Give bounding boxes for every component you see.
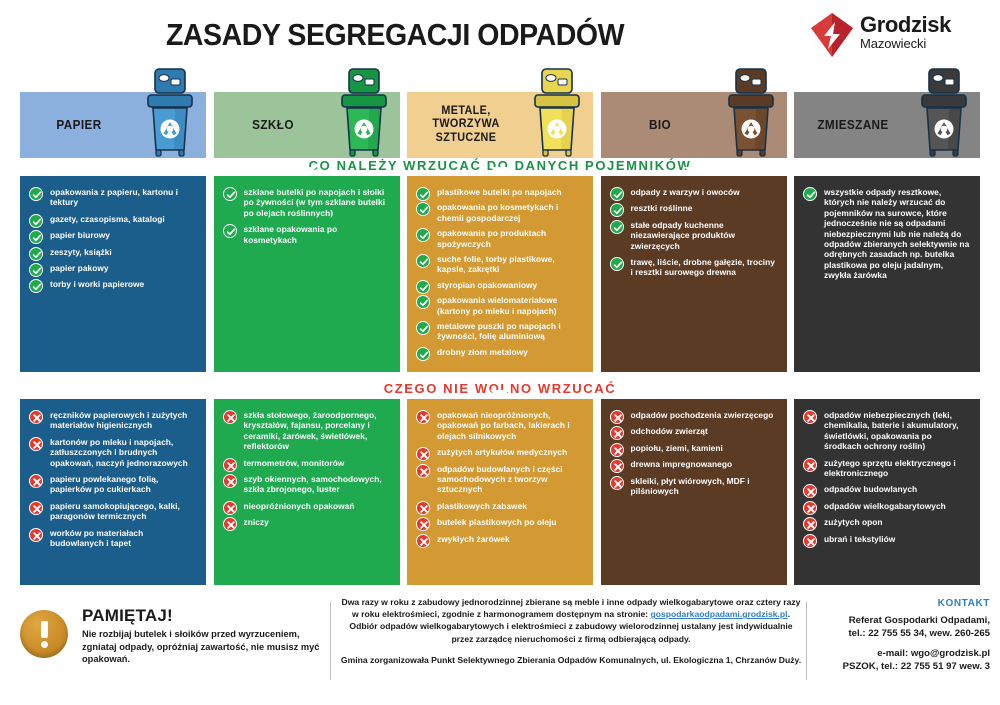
rejected-item-label: termometrów, monitorów bbox=[243, 457, 345, 468]
rejected-item-label: ręczników papierowych i zużytych materiałów higienicznych bbox=[50, 410, 188, 431]
accepted-item-label: plastikowe butelki po napojach bbox=[437, 187, 562, 197]
footer-divider-right bbox=[806, 602, 807, 680]
category-head-band bbox=[20, 92, 206, 158]
rejected-item bbox=[610, 459, 778, 469]
check-circle-icon bbox=[416, 295, 430, 309]
rejected-list bbox=[416, 410, 584, 544]
rejected-list bbox=[610, 410, 778, 496]
cross-circle-icon bbox=[610, 410, 624, 424]
rejected-item bbox=[803, 484, 971, 494]
accepted-item bbox=[29, 263, 197, 273]
accepted-item bbox=[610, 220, 778, 251]
accepted-item bbox=[416, 295, 584, 316]
rejected-item bbox=[416, 410, 584, 441]
footer-note-paragraph bbox=[340, 596, 802, 645]
category-head-band bbox=[214, 92, 400, 158]
rejected-item bbox=[29, 474, 197, 495]
cross-circle-icon bbox=[803, 484, 817, 498]
accepted-item bbox=[416, 280, 584, 290]
rejected-item-label: odpadów pochodzenia zwierzęcego bbox=[630, 410, 774, 420]
rejected-panel-5 bbox=[794, 399, 980, 585]
check-circle-icon bbox=[416, 187, 430, 201]
accepted-item-label: gazety, czasopisma, katalogi bbox=[50, 213, 165, 224]
check-circle-icon bbox=[29, 247, 43, 261]
rejected-item bbox=[803, 410, 971, 452]
rejected-item bbox=[610, 410, 778, 420]
cross-circle-icon bbox=[416, 501, 430, 515]
category-label: BIO bbox=[648, 118, 671, 132]
check-circle-icon bbox=[29, 214, 43, 228]
accepted-item-label: stałe odpady kuchenne niezawierające produktów zwierzęcych bbox=[630, 219, 736, 251]
cross-circle-icon bbox=[803, 534, 817, 548]
accepted-item-label: odpady z warzyw i owoców bbox=[630, 187, 740, 197]
rejected-item-label: nieopróżnionych opakowań bbox=[243, 500, 355, 511]
cross-circle-icon bbox=[803, 410, 817, 424]
rejected-panel-1 bbox=[20, 399, 206, 585]
rejected-item-label: zużytych artykułów medycznych bbox=[437, 447, 568, 458]
rejected-item bbox=[223, 501, 391, 511]
footer-note-text-1: Dwa razy w roku z zabudowy jednorodzinnej zbierane są meble i inne odpady wielkogabarytowe oraz cztery razy w roku elektrośmieci, zgodnie z harmonogramem dostępnym na stronie: bbox=[341, 597, 801, 620]
rejected-item bbox=[223, 517, 391, 527]
panel-arrow bbox=[490, 167, 510, 176]
rejected-list bbox=[223, 410, 391, 528]
logo-subtitle: Mazowiecki bbox=[860, 36, 927, 51]
rejected-item-label: ubrań i tekstyliów bbox=[824, 533, 896, 544]
cross-circle-icon bbox=[610, 459, 624, 473]
cross-circle-icon bbox=[223, 501, 237, 515]
rejected-list bbox=[29, 410, 197, 548]
category-label: PAPIER bbox=[56, 118, 102, 132]
accepted-item bbox=[416, 254, 584, 275]
rejected-item-label: szkła stołowego, żaroodpornego, kryształów, fajansu, porcelany i ceramiki, żarówek, świetlówek, reflektorów bbox=[243, 410, 377, 452]
category-label: ZMIESZANE bbox=[817, 118, 889, 132]
cross-circle-icon bbox=[29, 474, 43, 488]
rejected-item bbox=[610, 443, 778, 453]
logo-wordmark bbox=[860, 13, 951, 51]
check-circle-icon bbox=[29, 279, 43, 293]
panel-arrow bbox=[103, 390, 123, 399]
rejected-item bbox=[416, 534, 584, 544]
accepted-item bbox=[29, 230, 197, 240]
rejected-item-label: szyb okiennych, samochodowych, szkła zbrojonego, luster bbox=[243, 474, 382, 495]
panel-arrow bbox=[877, 390, 897, 399]
panel-arrow bbox=[684, 390, 704, 399]
cross-circle-icon bbox=[803, 517, 817, 531]
accepted-list bbox=[803, 187, 971, 281]
check-circle-icon bbox=[416, 254, 430, 268]
accepted-list bbox=[223, 187, 391, 245]
accepted-item bbox=[610, 187, 778, 197]
cross-circle-icon bbox=[29, 437, 43, 451]
footer-note bbox=[340, 596, 802, 666]
accepted-item bbox=[29, 279, 197, 289]
rejected-item bbox=[416, 501, 584, 511]
grodzisk-logo bbox=[810, 12, 995, 64]
accepted-item-label: zeszyty, książki bbox=[50, 246, 112, 257]
check-circle-icon bbox=[803, 187, 817, 201]
rejected-item bbox=[29, 501, 197, 522]
check-circle-icon bbox=[610, 257, 624, 271]
panel-arrow bbox=[297, 167, 317, 176]
rejected-item-label: zwykłych żarówek bbox=[437, 533, 510, 544]
waste-bin-icon bbox=[142, 64, 198, 160]
check-circle-icon bbox=[610, 187, 624, 201]
cross-circle-icon bbox=[223, 410, 237, 424]
rejected-item-label: butelek plastikowych po oleju bbox=[437, 517, 557, 528]
accepted-item-label: szklane butelki po napojach i słoiki po żywności (w tym szklane butelki po olejach roślinnych) bbox=[243, 187, 386, 218]
check-circle-icon bbox=[29, 230, 43, 244]
rejected-item bbox=[416, 517, 584, 527]
rejected-panel-2 bbox=[214, 399, 400, 585]
waste-bin-icon bbox=[916, 64, 972, 160]
check-circle-icon bbox=[610, 203, 624, 217]
rejected-item-label: worków po materiałach budowlanych i tapet bbox=[50, 527, 144, 549]
panel-arrow bbox=[297, 390, 317, 399]
cross-circle-icon bbox=[416, 410, 430, 424]
contact-spacer bbox=[812, 640, 990, 647]
accepted-list bbox=[610, 187, 778, 278]
accepted-item-label: szklane opakowania po kosmetykach bbox=[243, 224, 338, 245]
accepted-list bbox=[416, 187, 584, 357]
contact-phone: tel.: 22 755 55 34, wew. 260-265 bbox=[848, 628, 990, 639]
panel-arrow bbox=[877, 167, 897, 176]
rejected-item-label: popiołu, ziemi, kamieni bbox=[630, 442, 723, 453]
accepted-item-label: opakowania po produktach spożywczych bbox=[437, 228, 547, 249]
rejected-item-label: zużytego sprzętu elektrycznego i elektronicznego bbox=[824, 457, 956, 479]
rejected-item bbox=[803, 517, 971, 527]
remember-body: Nie rozbijaj butelek i słoików przed wyrzuceniem, zgniataj odpady, opróżniaj zawartość, nie musisz myć opakowań. bbox=[82, 629, 320, 665]
cross-circle-icon bbox=[223, 474, 237, 488]
category-head-band bbox=[407, 92, 593, 158]
accepted-item bbox=[610, 257, 778, 278]
rejected-item-label: zniczy bbox=[243, 517, 269, 528]
rejected-item-label: zużytych opon bbox=[824, 517, 883, 528]
cross-circle-icon bbox=[610, 476, 624, 490]
rejected-item bbox=[610, 476, 778, 497]
contact-pszok: PSZOK, tel.: 22 755 51 97 wew. 3 bbox=[842, 661, 990, 672]
accepted-item bbox=[223, 187, 391, 218]
footer-note-text-2: . Odbiór odpadów wielkogabarytowych i elektrośmieci z zabudowy wielorodzinnej ustalany jest indywidualnie przez zarządcę nieruchomości z firmą odbierającą odpady. bbox=[349, 609, 793, 644]
cross-circle-icon bbox=[29, 501, 43, 515]
cross-circle-icon bbox=[803, 501, 817, 515]
cross-circle-icon bbox=[610, 443, 624, 457]
accepted-panel-4 bbox=[601, 176, 787, 372]
check-circle-icon bbox=[416, 280, 430, 294]
footer-divider-left bbox=[330, 602, 331, 680]
rejected-item bbox=[610, 426, 778, 436]
accepted-item-label: torby i worki papierowe bbox=[50, 279, 145, 290]
check-circle-icon bbox=[416, 347, 430, 361]
rejected-item bbox=[803, 501, 971, 511]
rejected-item-label: odpadów budowlanych bbox=[824, 484, 918, 495]
panel-arrow bbox=[103, 167, 123, 176]
footer-note-pszok: Gmina zorganizowała Punkt Selektywnego Zbierania Odpadów Komunalnych, ul. Ekologiczna 1, Chrzanów Duży. bbox=[340, 654, 802, 665]
check-circle-icon bbox=[416, 202, 430, 216]
accepted-item-label: papier pakowy bbox=[50, 263, 109, 274]
panel-arrow bbox=[490, 390, 510, 399]
accepted-item-label: opakowania wielomateriałowe (kartony po mleku i napojach) bbox=[437, 295, 558, 316]
rejected-item bbox=[416, 447, 584, 457]
rejected-item bbox=[29, 410, 197, 431]
accepted-list bbox=[29, 187, 197, 290]
accepted-item bbox=[416, 347, 584, 357]
rejected-item-label: odchodów zwierząt bbox=[630, 426, 708, 437]
category-header-2 bbox=[214, 92, 400, 158]
accepted-item bbox=[416, 228, 584, 249]
cross-circle-icon bbox=[416, 534, 430, 548]
accepted-item-label: resztki roślinne bbox=[630, 203, 693, 214]
accepted-panel-2 bbox=[214, 176, 400, 372]
check-circle-icon bbox=[29, 263, 43, 277]
page-title: ZASADY SEGREGACJI ODPADÓW bbox=[165, 17, 625, 52]
rejected-item-label: drewna impregnowanego bbox=[630, 459, 733, 470]
rejected-item bbox=[29, 528, 197, 549]
rejected-list bbox=[803, 410, 971, 544]
category-header-1 bbox=[20, 92, 206, 158]
rejected-item-label: skleiki, płyt wiórowych, MDF i pilśniowych bbox=[630, 475, 750, 497]
accepted-item-label: wszystkie odpady resztkowe, których nie należy wrzucać do pojemników na surowce, które jednocześnie nie są odpadami niebezpiecznymi lub nie należą do odpadów zbieranych selektywnie na odrębnych zasadach np. butelka plastikowa po oleju jadalnym, zwykła żarówka bbox=[824, 187, 970, 281]
cross-circle-icon bbox=[803, 458, 817, 472]
check-circle-icon bbox=[610, 220, 624, 234]
rejected-item bbox=[803, 458, 971, 479]
rejected-item bbox=[29, 437, 197, 468]
rejected-item-label: plastikowych zabawek bbox=[437, 500, 527, 511]
page-header bbox=[0, 0, 1000, 70]
check-circle-icon bbox=[223, 224, 237, 238]
exclamation-icon bbox=[20, 610, 68, 658]
cross-circle-icon bbox=[223, 458, 237, 472]
rejected-item bbox=[223, 458, 391, 468]
accepted-panel-1 bbox=[20, 176, 206, 372]
waste-bin-icon bbox=[723, 64, 779, 160]
accepted-item-label: opakowania z papieru, kartonu i tektury bbox=[50, 187, 178, 208]
rejected-item-label: kartonów po mleku i napojach, zatłuszczonych i brudnych opakowań, naczyń jednorazowych bbox=[50, 436, 188, 468]
rejected-item bbox=[223, 474, 391, 495]
cross-circle-icon bbox=[416, 447, 430, 461]
rejected-item-label: opakowań nieopróżnionych, opakowań po farbach, lakierach i olejach silnikowych bbox=[437, 410, 570, 441]
accepted-item bbox=[416, 202, 584, 223]
waste-bin-icon bbox=[529, 64, 585, 160]
cross-circle-icon bbox=[29, 528, 43, 542]
accepted-item bbox=[223, 224, 391, 245]
logo-diamond-icon bbox=[810, 12, 854, 58]
accepted-item-label: metalowe puszki po napojach i żywności, folię aluminiową bbox=[437, 321, 561, 342]
logo-name: Grodzisk bbox=[860, 12, 951, 37]
rejected-panel-4 bbox=[601, 399, 787, 585]
accepted-item bbox=[416, 187, 584, 197]
rejected-item-label: papieru powlekanego folią, papierków po cukierkach bbox=[50, 474, 159, 495]
category-header-3 bbox=[407, 92, 593, 158]
category-header-5 bbox=[794, 92, 980, 158]
accepted-item-label: opakowania po kosmetykach i chemii gospodarczej bbox=[437, 202, 559, 223]
cross-circle-icon bbox=[610, 426, 624, 440]
contact-title: KONTAKT bbox=[937, 598, 990, 609]
category-head-band bbox=[601, 92, 787, 158]
cross-circle-icon bbox=[29, 410, 43, 424]
banner-what-not-to-throw: CZEGO NIE WOLNO WRZUCAĆ bbox=[383, 381, 617, 396]
accepted-item bbox=[610, 203, 778, 213]
check-circle-icon bbox=[223, 187, 237, 201]
waste-bin-icon bbox=[336, 64, 392, 160]
accepted-item bbox=[416, 321, 584, 342]
accepted-item-label: suche folie, torby plastikowe, kapsle, zakrętki bbox=[437, 254, 555, 275]
contact-block bbox=[812, 598, 990, 673]
cross-circle-icon bbox=[416, 464, 430, 478]
remember-title: PAMIĘTAJ! bbox=[82, 606, 173, 625]
category-head-band bbox=[794, 92, 980, 158]
cross-circle-icon bbox=[416, 517, 430, 531]
check-circle-icon bbox=[416, 321, 430, 335]
accepted-item bbox=[29, 214, 197, 224]
category-label: METALE, TWORZYWA SZTUCZNE bbox=[432, 104, 500, 144]
accepted-item-label: styropian opakowaniowy bbox=[437, 279, 538, 290]
accepted-panel-3 bbox=[407, 176, 593, 372]
accepted-panel-5 bbox=[794, 176, 980, 372]
check-circle-icon bbox=[416, 228, 430, 242]
rejected-item bbox=[223, 410, 391, 452]
contact-email: e-mail: wgo@grodzisk.pl bbox=[877, 648, 990, 659]
rejected-item-label: odpadów wielkogabarytowych bbox=[824, 500, 946, 511]
accepted-item bbox=[29, 187, 197, 208]
page-footer bbox=[0, 592, 1000, 705]
rejected-item-label: odpadów budowlanych i części samochodowych z tworzyw sztucznych bbox=[437, 463, 563, 495]
check-circle-icon bbox=[29, 187, 43, 201]
rejected-item bbox=[803, 534, 971, 544]
category-label: SZKŁO bbox=[251, 118, 294, 132]
category-header-4 bbox=[601, 92, 787, 158]
banner-what-to-throw: CO NALEŻY WRZUCAĆ DO DANYCH POJEMNIKÓW bbox=[308, 158, 692, 173]
rejected-panel-3 bbox=[407, 399, 593, 585]
accepted-item-label: papier biurowy bbox=[50, 230, 110, 241]
accepted-item bbox=[803, 187, 971, 281]
rejected-item-label: papieru samokopiującego, kalki, paragonów termicznych bbox=[50, 500, 180, 522]
contact-department: Referat Gospodarki Odpadami, bbox=[848, 615, 990, 626]
panel-arrow bbox=[684, 167, 704, 176]
rejected-item bbox=[416, 464, 584, 495]
accepted-item-label: drobny złom metalowy bbox=[437, 346, 528, 357]
rejected-item-label: odpadów niebezpiecznych (leki, chemikalia, baterie i akumulatory, świetlówki, opakowania po środkach ochrony roślin) bbox=[824, 410, 959, 452]
cross-circle-icon bbox=[223, 517, 237, 531]
accepted-item bbox=[29, 247, 197, 257]
gospodarka-link[interactable]: gospodarkaodpadami.grodzisk.pl bbox=[650, 609, 788, 620]
accepted-item-label: trawę, liście, drobne gałęzie, trociny i resztki surowego drewna bbox=[630, 257, 775, 278]
